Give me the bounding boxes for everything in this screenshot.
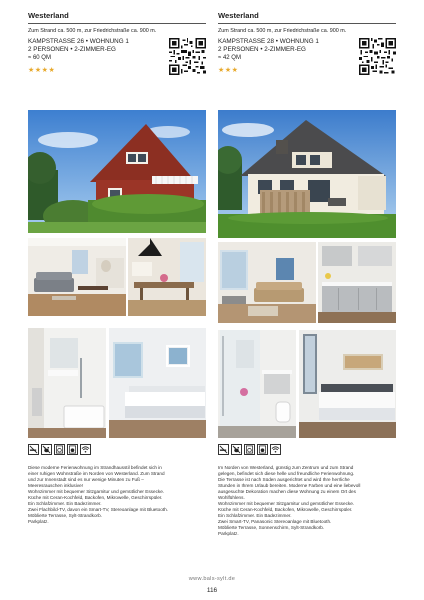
listing-address: KAMPSTRASSE 26 • WOHNUNG 1 [28, 38, 129, 45]
washing-machine-icon [244, 444, 255, 455]
listing-kampstrasse-26 [28, 10, 206, 524]
photo-house-exterior [218, 110, 396, 238]
listing-size: ≈ 42 QM [218, 55, 241, 62]
wifi-icon [270, 444, 281, 455]
amenity-icons [218, 444, 281, 455]
photo-dining-room [128, 238, 206, 316]
qr-code-icon[interactable] [359, 38, 396, 75]
washing-machine-icon [54, 444, 65, 455]
listing-address: KAMPSTRASSE 28 • WOHNUNG 1 [218, 38, 319, 45]
photo-bathroom [28, 328, 106, 438]
photo-house-exterior [28, 110, 206, 233]
listing-persons: 2 PERSONEN • 2-ZIMMER-EG [218, 46, 306, 54]
listing-title: Westerland [28, 10, 206, 24]
qr-code-icon[interactable] [169, 38, 206, 75]
listing-kampstrasse-28 [218, 10, 396, 536]
photo-kitchen [318, 242, 396, 323]
amenity-icons [28, 444, 91, 455]
listing-description: Diese moderne Ferienwohnung im Strandhausstil befindet sich in einer ruhigen Wohnstraße im Norden von Westerland. Zum Strand und zur Innenstadt sind es nur wenige Minuten zu Fuß – Meeresrauschen inklusive! Wohnzimmer mit bequemer Sitzgarnitur und gemütlicher Essecke. Küche mit Ceran-Kochfeld, Backofen, Mikrowelle, Geschirrspüler. Ein Schlafzimmer. Ein Badezimmer. Zwei Flachbild-TV, davon ein Smart-TV, Stereoanlage mit Bluetooth. Möblierte Terrasse, Sylt-Strandkorb. Parkplatz. [28, 465, 168, 524]
no-smoking-icon [28, 444, 39, 455]
dryer-icon [257, 444, 268, 455]
footer-website-link[interactable]: www.bals-sylt.de [188, 576, 236, 582]
listing-header [218, 38, 396, 88]
listing-description: Im Norden von Westerland, günstig zum Zentrum und zum Strand gelegen, befindet sich diese helle und freundliche Ferienwohnung. Die Terrasse ist nach Süden ausgerichtet und wird Ihre herrliche Stunden in Ihrem Urlaub bereiten. Moderne Farben und eine liebevoll ausgesuchte Dekoration machen diese Wohnung zu einem Ort des Wohlfühlens. Wohnzimmer mit bequemer Sitzgarnitur und gemütlicher Essecke. Küche mit Ceran-Kochfeld, Backofen, Mikrowelle, Geschirrspüler. Ein Schlafzimmer. Ein Badezimmer. Zwei Smart-TV, Panasonic Stereoanlage mit Bluetooth. Möblierte Terrasse, Sonnenschirm, Sylt-Strandkorb. Parkplatz. [218, 465, 361, 536]
rating-stars: ★★★ [218, 65, 239, 75]
photo-living-room [28, 238, 126, 316]
wifi-icon [80, 444, 91, 455]
no-smoking-icon [218, 444, 229, 455]
listing-persons: 2 PERSONEN • 2-ZIMMER-EG [28, 46, 116, 54]
photo-bathroom [218, 330, 296, 438]
photo-bedroom [109, 328, 206, 438]
dryer-icon [67, 444, 78, 455]
page-number: 116 [206, 587, 218, 594]
listing-distance: Zum Strand ca. 500 m, zur Friedrichstraße ca. 900 m. [218, 28, 347, 34]
photo-living-room [218, 242, 316, 323]
rating-stars: ★★★★ [28, 65, 56, 75]
listing-size: ≈ 60 QM [28, 55, 51, 62]
no-pets-icon [41, 444, 52, 455]
listing-header [28, 38, 206, 88]
no-pets-icon [231, 444, 242, 455]
photo-bedroom [299, 330, 396, 438]
listing-title: Westerland [218, 10, 396, 24]
listing-distance: Zum Strand ca. 500 m, zur Friedrichstraße ca. 900 m. [28, 28, 157, 34]
